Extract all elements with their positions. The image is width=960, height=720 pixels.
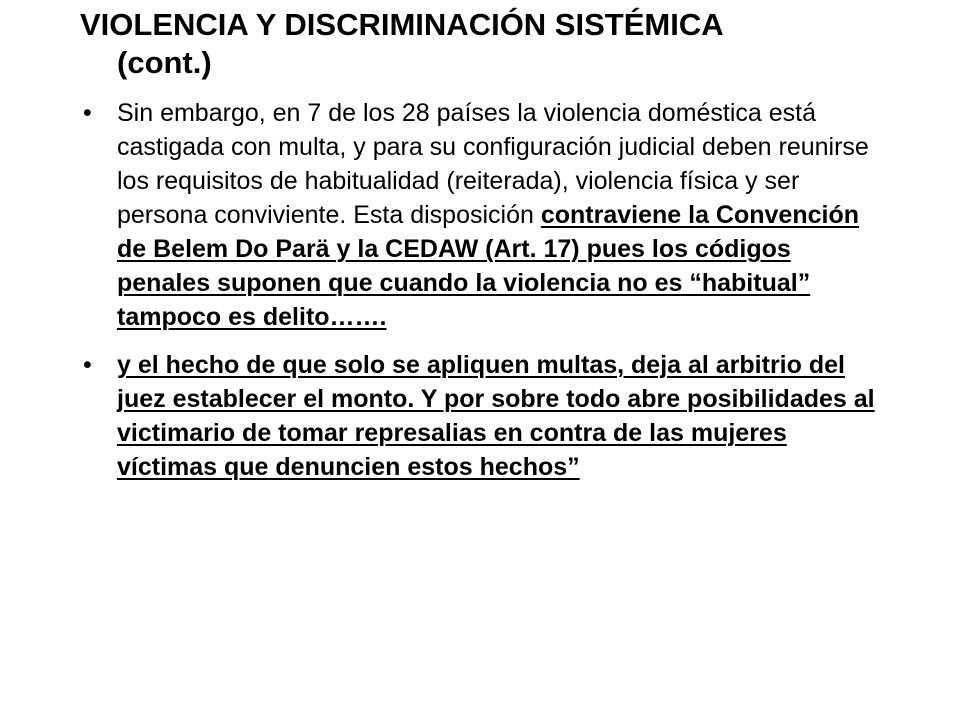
title-line-1: VIOLENCIA Y DISCRIMINACIÓN SISTÉMICA [80,7,724,42]
bullet-item-1 [80,96,890,334]
bullet-list [80,96,890,498]
slide-title [80,6,910,82]
bullet-2-emphasized-text: y el hecho de que solo se apliquen multas, deja al arbitrio del juez establecer el monto. Y por sobre todo abre posibilidades al victimario de tomar represalias en contra de las mujeres víctimas que denuncien estos hechos” [117,351,875,481]
bullet-item-2 [80,348,890,484]
bullet-1-text: Sin embargo, en 7 de los 28 países la violencia doméstica está castigada con multa, y para su configuración judicial deben reunirse los requisitos de habitualidad (reiterada), violencia física y ser persona conviviente. Esta disposición [117,99,869,229]
bullet-dot-icon: • [83,351,92,379]
bullet-1-emphasized-text: contraviene la Convención de Belem Do Parä y la CEDAW (Art. 17) pues los códigos penales suponen que cuando la violencia no es “habitual” tampoco es delito……. [117,201,859,331]
title-line-2: (cont.) [117,45,212,80]
bullet-dot-icon: • [83,99,92,127]
